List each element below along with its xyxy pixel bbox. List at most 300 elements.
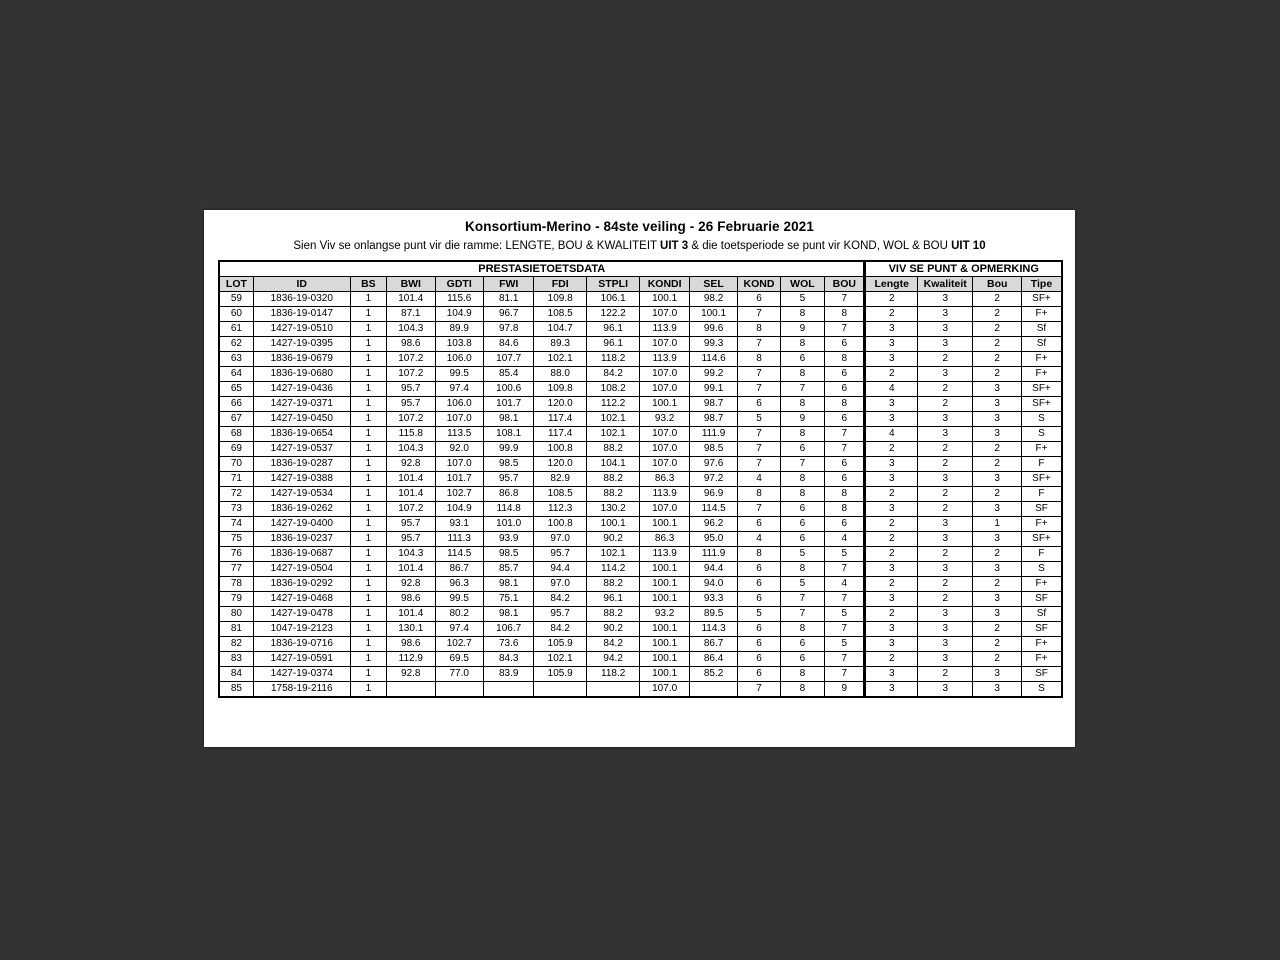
table-cell: 99.3 bbox=[689, 337, 737, 352]
table-cell: 2 bbox=[973, 337, 1021, 352]
table-cell: 1 bbox=[350, 592, 386, 607]
table-cell: 94.0 bbox=[689, 577, 737, 592]
table-cell: 63 bbox=[219, 352, 253, 367]
table-cell: 83 bbox=[219, 652, 253, 667]
table-cell: 1836-19-0237 bbox=[253, 532, 350, 547]
table-cell: 88.2 bbox=[586, 607, 640, 622]
table-cell: 6 bbox=[780, 652, 824, 667]
table-cell: 95.7 bbox=[534, 607, 586, 622]
table-cell: 3 bbox=[917, 637, 973, 652]
table-cell: F+ bbox=[1021, 352, 1062, 367]
table-cell: 65 bbox=[219, 382, 253, 397]
table-cell: 97.8 bbox=[483, 322, 533, 337]
table-cell: 83.9 bbox=[483, 667, 533, 682]
table-cell: 2 bbox=[973, 367, 1021, 382]
table-cell: 2 bbox=[973, 622, 1021, 637]
table-cell: 99.5 bbox=[435, 367, 483, 382]
table-cell: 104.9 bbox=[435, 307, 483, 322]
table-cell: 97.6 bbox=[689, 457, 737, 472]
table-cell: 3 bbox=[865, 352, 917, 367]
table-cell: 9 bbox=[825, 682, 865, 698]
table-cell: 1836-19-0320 bbox=[253, 292, 350, 307]
table-cell: 3 bbox=[973, 412, 1021, 427]
table-cell: 108.5 bbox=[534, 307, 586, 322]
table-cell: 3 bbox=[973, 397, 1021, 412]
table-cell: 101.4 bbox=[387, 472, 435, 487]
table-cell: 101.4 bbox=[387, 292, 435, 307]
table-cell: 1 bbox=[350, 547, 386, 562]
table-cell: 102.1 bbox=[586, 412, 640, 427]
table-cell: 120.0 bbox=[534, 397, 586, 412]
table-cell: 4 bbox=[738, 532, 780, 547]
table-cell: 79 bbox=[219, 592, 253, 607]
table-cell: 3 bbox=[865, 637, 917, 652]
column-header-3-bwi: BWI bbox=[387, 277, 435, 292]
table-row bbox=[219, 547, 1062, 562]
page-title: Konsortium-Merino - 84ste veiling - 26 Februarie 2021 bbox=[465, 219, 814, 234]
table-cell: 3 bbox=[973, 532, 1021, 547]
table-row bbox=[219, 532, 1062, 547]
table-row bbox=[219, 322, 1062, 337]
table-row bbox=[219, 352, 1062, 367]
table-cell: 93.2 bbox=[640, 412, 689, 427]
column-header-13-lengte: Lengte bbox=[865, 277, 917, 292]
table-cell: 102.7 bbox=[435, 487, 483, 502]
table-cell: 99.6 bbox=[689, 322, 737, 337]
table-cell: Sf bbox=[1021, 337, 1062, 352]
table-cell: 69.5 bbox=[435, 652, 483, 667]
table-cell: 1 bbox=[350, 412, 386, 427]
table-cell: 7 bbox=[738, 367, 780, 382]
table-row bbox=[219, 622, 1062, 637]
table-cell: 6 bbox=[825, 382, 865, 397]
table-cell: 3 bbox=[917, 652, 973, 667]
table-cell: 8 bbox=[825, 397, 865, 412]
table-cell: 98.7 bbox=[689, 397, 737, 412]
table-cell: 5 bbox=[780, 577, 824, 592]
table-cell: 2 bbox=[865, 367, 917, 382]
table-cell: 88.2 bbox=[586, 442, 640, 457]
table-cell: 2 bbox=[865, 307, 917, 322]
table-cell: 6 bbox=[825, 337, 865, 352]
table-cell: 98.6 bbox=[387, 592, 435, 607]
table-cell: 1 bbox=[350, 322, 386, 337]
table-cell: 80.2 bbox=[435, 607, 483, 622]
table-cell: 1 bbox=[350, 562, 386, 577]
subtitle-bold-uit10: UIT 10 bbox=[951, 240, 986, 252]
table-cell: 100.1 bbox=[640, 667, 689, 682]
table-cell: 7 bbox=[825, 667, 865, 682]
table-cell: 9 bbox=[780, 322, 824, 337]
table-cell: 6 bbox=[738, 517, 780, 532]
column-header-1-id: ID bbox=[253, 277, 350, 292]
table-cell: 7 bbox=[738, 307, 780, 322]
table-cell: 1427-19-0478 bbox=[253, 607, 350, 622]
table-cell: 2 bbox=[973, 637, 1021, 652]
column-header-4-gdti: GDTI bbox=[435, 277, 483, 292]
table-cell: 84.2 bbox=[586, 637, 640, 652]
table-cell: 73 bbox=[219, 502, 253, 517]
table-cell: 111.9 bbox=[689, 547, 737, 562]
table-cell: 113.9 bbox=[640, 487, 689, 502]
table-cell: 3 bbox=[973, 592, 1021, 607]
column-header-8-kondi: KONDI bbox=[640, 277, 689, 292]
table-cell: 3 bbox=[973, 667, 1021, 682]
table-cell: 1 bbox=[350, 457, 386, 472]
section-header-row bbox=[219, 261, 1062, 277]
table-cell: 3 bbox=[865, 562, 917, 577]
table-cell: F+ bbox=[1021, 307, 1062, 322]
table-cell: 68 bbox=[219, 427, 253, 442]
table-cell: S bbox=[1021, 562, 1062, 577]
table-cell: 114.2 bbox=[586, 562, 640, 577]
table-cell: 100.1 bbox=[640, 517, 689, 532]
table-cell: 6 bbox=[738, 577, 780, 592]
table-cell: 8 bbox=[780, 397, 824, 412]
table-cell: 2 bbox=[865, 517, 917, 532]
table-row bbox=[219, 307, 1062, 322]
table-cell: F+ bbox=[1021, 637, 1062, 652]
table-cell: 109.8 bbox=[534, 382, 586, 397]
table-cell: 5 bbox=[780, 292, 824, 307]
table-cell: 84.2 bbox=[534, 622, 586, 637]
table-cell bbox=[435, 682, 483, 698]
table-cell: 7 bbox=[825, 442, 865, 457]
table-cell: 6 bbox=[825, 412, 865, 427]
table-cell: 112.3 bbox=[534, 502, 586, 517]
table-cell: 3 bbox=[917, 622, 973, 637]
table-cell: 112.9 bbox=[387, 652, 435, 667]
table-cell: 102.7 bbox=[435, 637, 483, 652]
column-header-7-stpli: STPLI bbox=[586, 277, 640, 292]
table-cell: 1427-19-0374 bbox=[253, 667, 350, 682]
table-cell: 8 bbox=[738, 352, 780, 367]
table-cell: 1427-19-0537 bbox=[253, 442, 350, 457]
table-cell bbox=[483, 682, 533, 698]
table-cell: 97.0 bbox=[534, 532, 586, 547]
table-cell: 3 bbox=[917, 472, 973, 487]
table-cell: 92.8 bbox=[387, 667, 435, 682]
table-cell: 1427-19-0436 bbox=[253, 382, 350, 397]
table-row bbox=[219, 562, 1062, 577]
table-cell: 1 bbox=[350, 622, 386, 637]
table-cell: 8 bbox=[825, 487, 865, 502]
table-cell: 118.2 bbox=[586, 667, 640, 682]
table-cell: 1427-19-0395 bbox=[253, 337, 350, 352]
column-header-14-kwaliteit: Kwaliteit bbox=[917, 277, 973, 292]
table-cell: 1 bbox=[350, 667, 386, 682]
table-cell: 6 bbox=[738, 592, 780, 607]
table-cell: 1 bbox=[350, 682, 386, 698]
table-cell: 114.5 bbox=[689, 502, 737, 517]
table-cell: 86.8 bbox=[483, 487, 533, 502]
table-row bbox=[219, 457, 1062, 472]
table-cell: 3 bbox=[917, 322, 973, 337]
column-header-15-bou: Bou bbox=[973, 277, 1021, 292]
table-cell: 7 bbox=[825, 322, 865, 337]
table-cell: 8 bbox=[780, 367, 824, 382]
table-row bbox=[219, 397, 1062, 412]
table-cell: 59 bbox=[219, 292, 253, 307]
table-cell: 7 bbox=[825, 652, 865, 667]
table-cell: 2 bbox=[973, 352, 1021, 367]
table-cell: 89.9 bbox=[435, 322, 483, 337]
table-row bbox=[219, 667, 1062, 682]
table-cell: 117.4 bbox=[534, 427, 586, 442]
table-cell: 8 bbox=[738, 487, 780, 502]
table-cell: 7 bbox=[738, 502, 780, 517]
table-cell: 7 bbox=[780, 592, 824, 607]
table-cell: 8 bbox=[738, 547, 780, 562]
table-cell: 1 bbox=[350, 577, 386, 592]
table-cell: 3 bbox=[917, 367, 973, 382]
table-row bbox=[219, 292, 1062, 307]
table-cell: 86.3 bbox=[640, 472, 689, 487]
table-cell: 96.7 bbox=[483, 307, 533, 322]
table-row bbox=[219, 577, 1062, 592]
table-cell: 114.6 bbox=[689, 352, 737, 367]
table-cell: 99.1 bbox=[689, 382, 737, 397]
table-cell: 2 bbox=[973, 457, 1021, 472]
table-cell: 82.9 bbox=[534, 472, 586, 487]
table-cell: 100.1 bbox=[640, 652, 689, 667]
table-cell: 2 bbox=[865, 607, 917, 622]
table-cell: 3 bbox=[865, 412, 917, 427]
table-cell: 1 bbox=[350, 532, 386, 547]
table-row bbox=[219, 442, 1062, 457]
table-cell: 6 bbox=[738, 622, 780, 637]
table-cell: 1 bbox=[350, 502, 386, 517]
table-cell: 5 bbox=[780, 547, 824, 562]
table-cell: 5 bbox=[825, 637, 865, 652]
table-row bbox=[219, 487, 1062, 502]
table-cell: 100.1 bbox=[640, 397, 689, 412]
table-cell: 6 bbox=[780, 517, 824, 532]
table-cell: 2 bbox=[917, 592, 973, 607]
table-cell: 107.2 bbox=[387, 352, 435, 367]
table-cell: 1 bbox=[350, 487, 386, 502]
table-cell: 4 bbox=[738, 472, 780, 487]
table-cell: 7 bbox=[825, 427, 865, 442]
table-cell: 100.8 bbox=[534, 442, 586, 457]
table-cell: 113.5 bbox=[435, 427, 483, 442]
table-cell: 6 bbox=[780, 502, 824, 517]
table-cell: Sf bbox=[1021, 607, 1062, 622]
table-cell: 76 bbox=[219, 547, 253, 562]
table-cell: 6 bbox=[825, 472, 865, 487]
table-cell: 95.7 bbox=[387, 397, 435, 412]
table-cell: 112.2 bbox=[586, 397, 640, 412]
table-cell: 66 bbox=[219, 397, 253, 412]
table-cell: 7 bbox=[825, 562, 865, 577]
table-row bbox=[219, 607, 1062, 622]
table-cell: 107.0 bbox=[435, 412, 483, 427]
table-cell: 107.0 bbox=[640, 382, 689, 397]
table-cell: 2 bbox=[865, 442, 917, 457]
table-cell: 1 bbox=[350, 337, 386, 352]
table-cell: 98.1 bbox=[483, 607, 533, 622]
table-cell: 62 bbox=[219, 337, 253, 352]
table-cell: 95.7 bbox=[387, 532, 435, 547]
table-cell: 107.2 bbox=[387, 412, 435, 427]
table-cell: 101.7 bbox=[435, 472, 483, 487]
table-cell: 72 bbox=[219, 487, 253, 502]
table-cell: 98.1 bbox=[483, 412, 533, 427]
table-cell: SF bbox=[1021, 592, 1062, 607]
table-cell: 1 bbox=[973, 517, 1021, 532]
table-cell: 6 bbox=[780, 532, 824, 547]
table-cell: 100.1 bbox=[640, 592, 689, 607]
table-cell: 111.3 bbox=[435, 532, 483, 547]
table-cell: 96.1 bbox=[586, 337, 640, 352]
table-cell: 1427-19-0504 bbox=[253, 562, 350, 577]
table-cell: 6 bbox=[780, 352, 824, 367]
table-cell: 88.2 bbox=[586, 487, 640, 502]
table-cell: 107.0 bbox=[640, 502, 689, 517]
table-cell: 5 bbox=[738, 412, 780, 427]
table-cell: 2 bbox=[865, 547, 917, 562]
table-cell: 100.6 bbox=[483, 382, 533, 397]
table-cell: 3 bbox=[973, 382, 1021, 397]
table-cell: 98.6 bbox=[387, 337, 435, 352]
table-cell: 94.4 bbox=[689, 562, 737, 577]
table-cell: 98.1 bbox=[483, 577, 533, 592]
table-cell: 4 bbox=[865, 427, 917, 442]
table-cell: 101.4 bbox=[387, 607, 435, 622]
table-cell: 1758-19-2116 bbox=[253, 682, 350, 698]
table-cell: SF+ bbox=[1021, 382, 1062, 397]
table-cell: 1836-19-0147 bbox=[253, 307, 350, 322]
table-cell: 7 bbox=[738, 457, 780, 472]
table-cell: 103.8 bbox=[435, 337, 483, 352]
table-cell: 104.3 bbox=[387, 322, 435, 337]
table-cell: 6 bbox=[738, 637, 780, 652]
table-cell: 3 bbox=[973, 427, 1021, 442]
table-cell: S bbox=[1021, 412, 1062, 427]
table-cell: 118.2 bbox=[586, 352, 640, 367]
table-cell: 2 bbox=[917, 397, 973, 412]
table-cell: 7 bbox=[738, 427, 780, 442]
table-cell: 3 bbox=[865, 337, 917, 352]
table-cell: 1 bbox=[350, 397, 386, 412]
table-row bbox=[219, 412, 1062, 427]
table-cell: 2 bbox=[973, 547, 1021, 562]
table-cell: 7 bbox=[780, 382, 824, 397]
table-cell: 2 bbox=[973, 577, 1021, 592]
table-cell: 98.7 bbox=[689, 412, 737, 427]
table-cell: 95.0 bbox=[689, 532, 737, 547]
table-cell: 98.2 bbox=[689, 292, 737, 307]
table-cell: 84.3 bbox=[483, 652, 533, 667]
table-cell: 100.1 bbox=[640, 577, 689, 592]
table-cell: 1836-19-0687 bbox=[253, 547, 350, 562]
table-cell: 1 bbox=[350, 652, 386, 667]
table-cell: 2 bbox=[865, 577, 917, 592]
table-cell: 8 bbox=[780, 682, 824, 698]
table-cell: 8 bbox=[780, 427, 824, 442]
table-cell: 7 bbox=[825, 592, 865, 607]
table-cell: 69 bbox=[219, 442, 253, 457]
table-cell: 71 bbox=[219, 472, 253, 487]
table-row bbox=[219, 367, 1062, 382]
table-cell: 3 bbox=[865, 502, 917, 517]
table-cell: 8 bbox=[780, 487, 824, 502]
table-cell: 101.7 bbox=[483, 397, 533, 412]
table-cell: 96.1 bbox=[586, 592, 640, 607]
table-cell bbox=[689, 682, 737, 698]
table-cell: 88.2 bbox=[586, 577, 640, 592]
table-cell: 95.7 bbox=[387, 382, 435, 397]
table-cell: 93.3 bbox=[689, 592, 737, 607]
table-cell: 7 bbox=[825, 292, 865, 307]
table-cell: 96.3 bbox=[435, 577, 483, 592]
table-cell: 1 bbox=[350, 607, 386, 622]
table-cell: 107.0 bbox=[640, 367, 689, 382]
table-cell: 1 bbox=[350, 382, 386, 397]
table-cell: 108.2 bbox=[586, 382, 640, 397]
table-cell: 8 bbox=[825, 307, 865, 322]
table-cell: 2 bbox=[865, 487, 917, 502]
table-cell: SF bbox=[1021, 502, 1062, 517]
table-cell: 86.3 bbox=[640, 532, 689, 547]
table-cell: 2 bbox=[917, 667, 973, 682]
table-cell: 114.5 bbox=[435, 547, 483, 562]
table-cell: 98.5 bbox=[483, 457, 533, 472]
table-cell: F+ bbox=[1021, 652, 1062, 667]
table-cell: F bbox=[1021, 487, 1062, 502]
column-header-11-wol: WOL bbox=[780, 277, 824, 292]
table-cell: 92.8 bbox=[387, 457, 435, 472]
performance-table bbox=[218, 260, 1063, 698]
table-cell: 115.8 bbox=[387, 427, 435, 442]
table-cell: 1427-19-0468 bbox=[253, 592, 350, 607]
column-header-10-kond: KOND bbox=[738, 277, 780, 292]
column-header-row bbox=[219, 277, 1062, 292]
table-cell: 113.9 bbox=[640, 547, 689, 562]
table-cell: F+ bbox=[1021, 442, 1062, 457]
table-cell: F+ bbox=[1021, 517, 1062, 532]
table-cell: 106.0 bbox=[435, 397, 483, 412]
table-cell: Sf bbox=[1021, 322, 1062, 337]
table-row bbox=[219, 427, 1062, 442]
column-header-0-lot: LOT bbox=[219, 277, 253, 292]
column-header-9-sel: SEL bbox=[689, 277, 737, 292]
table-cell: 84 bbox=[219, 667, 253, 682]
table-cell: 108.5 bbox=[534, 487, 586, 502]
table-cell: 2 bbox=[865, 292, 917, 307]
table-cell: 93.9 bbox=[483, 532, 533, 547]
table-cell: 96.9 bbox=[689, 487, 737, 502]
table-cell: 102.1 bbox=[534, 352, 586, 367]
table-cell: 3 bbox=[917, 292, 973, 307]
table-cell: 3 bbox=[973, 562, 1021, 577]
table-row bbox=[219, 337, 1062, 352]
table-cell: 104.7 bbox=[534, 322, 586, 337]
table-cell: 98.6 bbox=[387, 637, 435, 652]
table-cell: 99.2 bbox=[689, 367, 737, 382]
table-cell: 6 bbox=[738, 397, 780, 412]
table-row bbox=[219, 682, 1062, 698]
table-cell: 3 bbox=[917, 532, 973, 547]
table-cell: 106.0 bbox=[435, 352, 483, 367]
table-cell: 5 bbox=[825, 547, 865, 562]
table-cell: 1836-19-0654 bbox=[253, 427, 350, 442]
table-cell: 3 bbox=[973, 502, 1021, 517]
table-cell: 84.6 bbox=[483, 337, 533, 352]
document-page bbox=[204, 210, 1075, 747]
table-row bbox=[219, 637, 1062, 652]
table-row bbox=[219, 382, 1062, 397]
